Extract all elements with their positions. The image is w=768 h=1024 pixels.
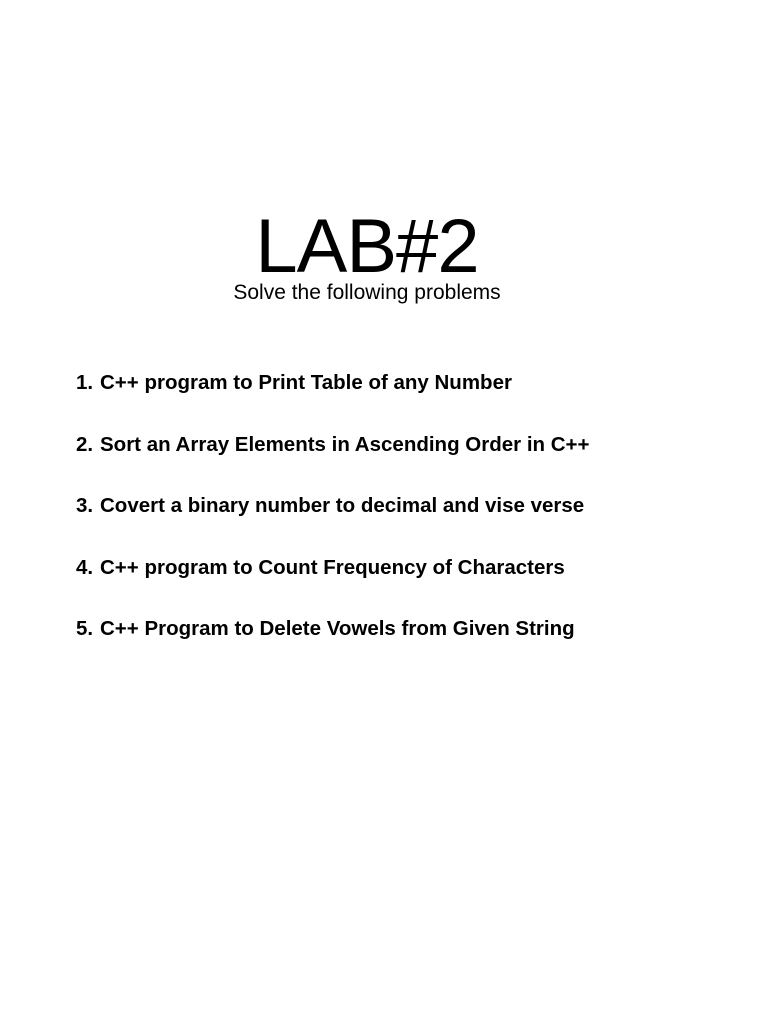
list-item-text: Covert a binary number to decimal and vise verse bbox=[100, 494, 585, 517]
list-item-number: 2. bbox=[76, 432, 94, 456]
list-item-text: C++ program to Print Table of any Number bbox=[100, 371, 512, 394]
list-item bbox=[76, 368, 589, 430]
list-item bbox=[76, 553, 589, 615]
page-subtitle: Solve the following problems bbox=[233, 281, 501, 304]
list-item-number: 3. bbox=[76, 494, 94, 517]
list-item bbox=[76, 430, 589, 492]
list-item bbox=[76, 614, 589, 676]
list-item-text: Sort an Array Elements in Ascending Order in C++ bbox=[100, 432, 590, 456]
list-item-number: 5. bbox=[76, 617, 94, 640]
problem-list bbox=[76, 368, 589, 676]
list-item-text: C++ Program to Delete Vowels from Given String bbox=[100, 617, 575, 640]
page-title: LAB#2 bbox=[255, 203, 479, 289]
list-item-number: 4. bbox=[76, 555, 94, 579]
list-item-text: C++ program to Count Frequency of Characters bbox=[100, 555, 565, 579]
list-item-number: 1. bbox=[76, 371, 94, 394]
list-item bbox=[76, 491, 589, 553]
